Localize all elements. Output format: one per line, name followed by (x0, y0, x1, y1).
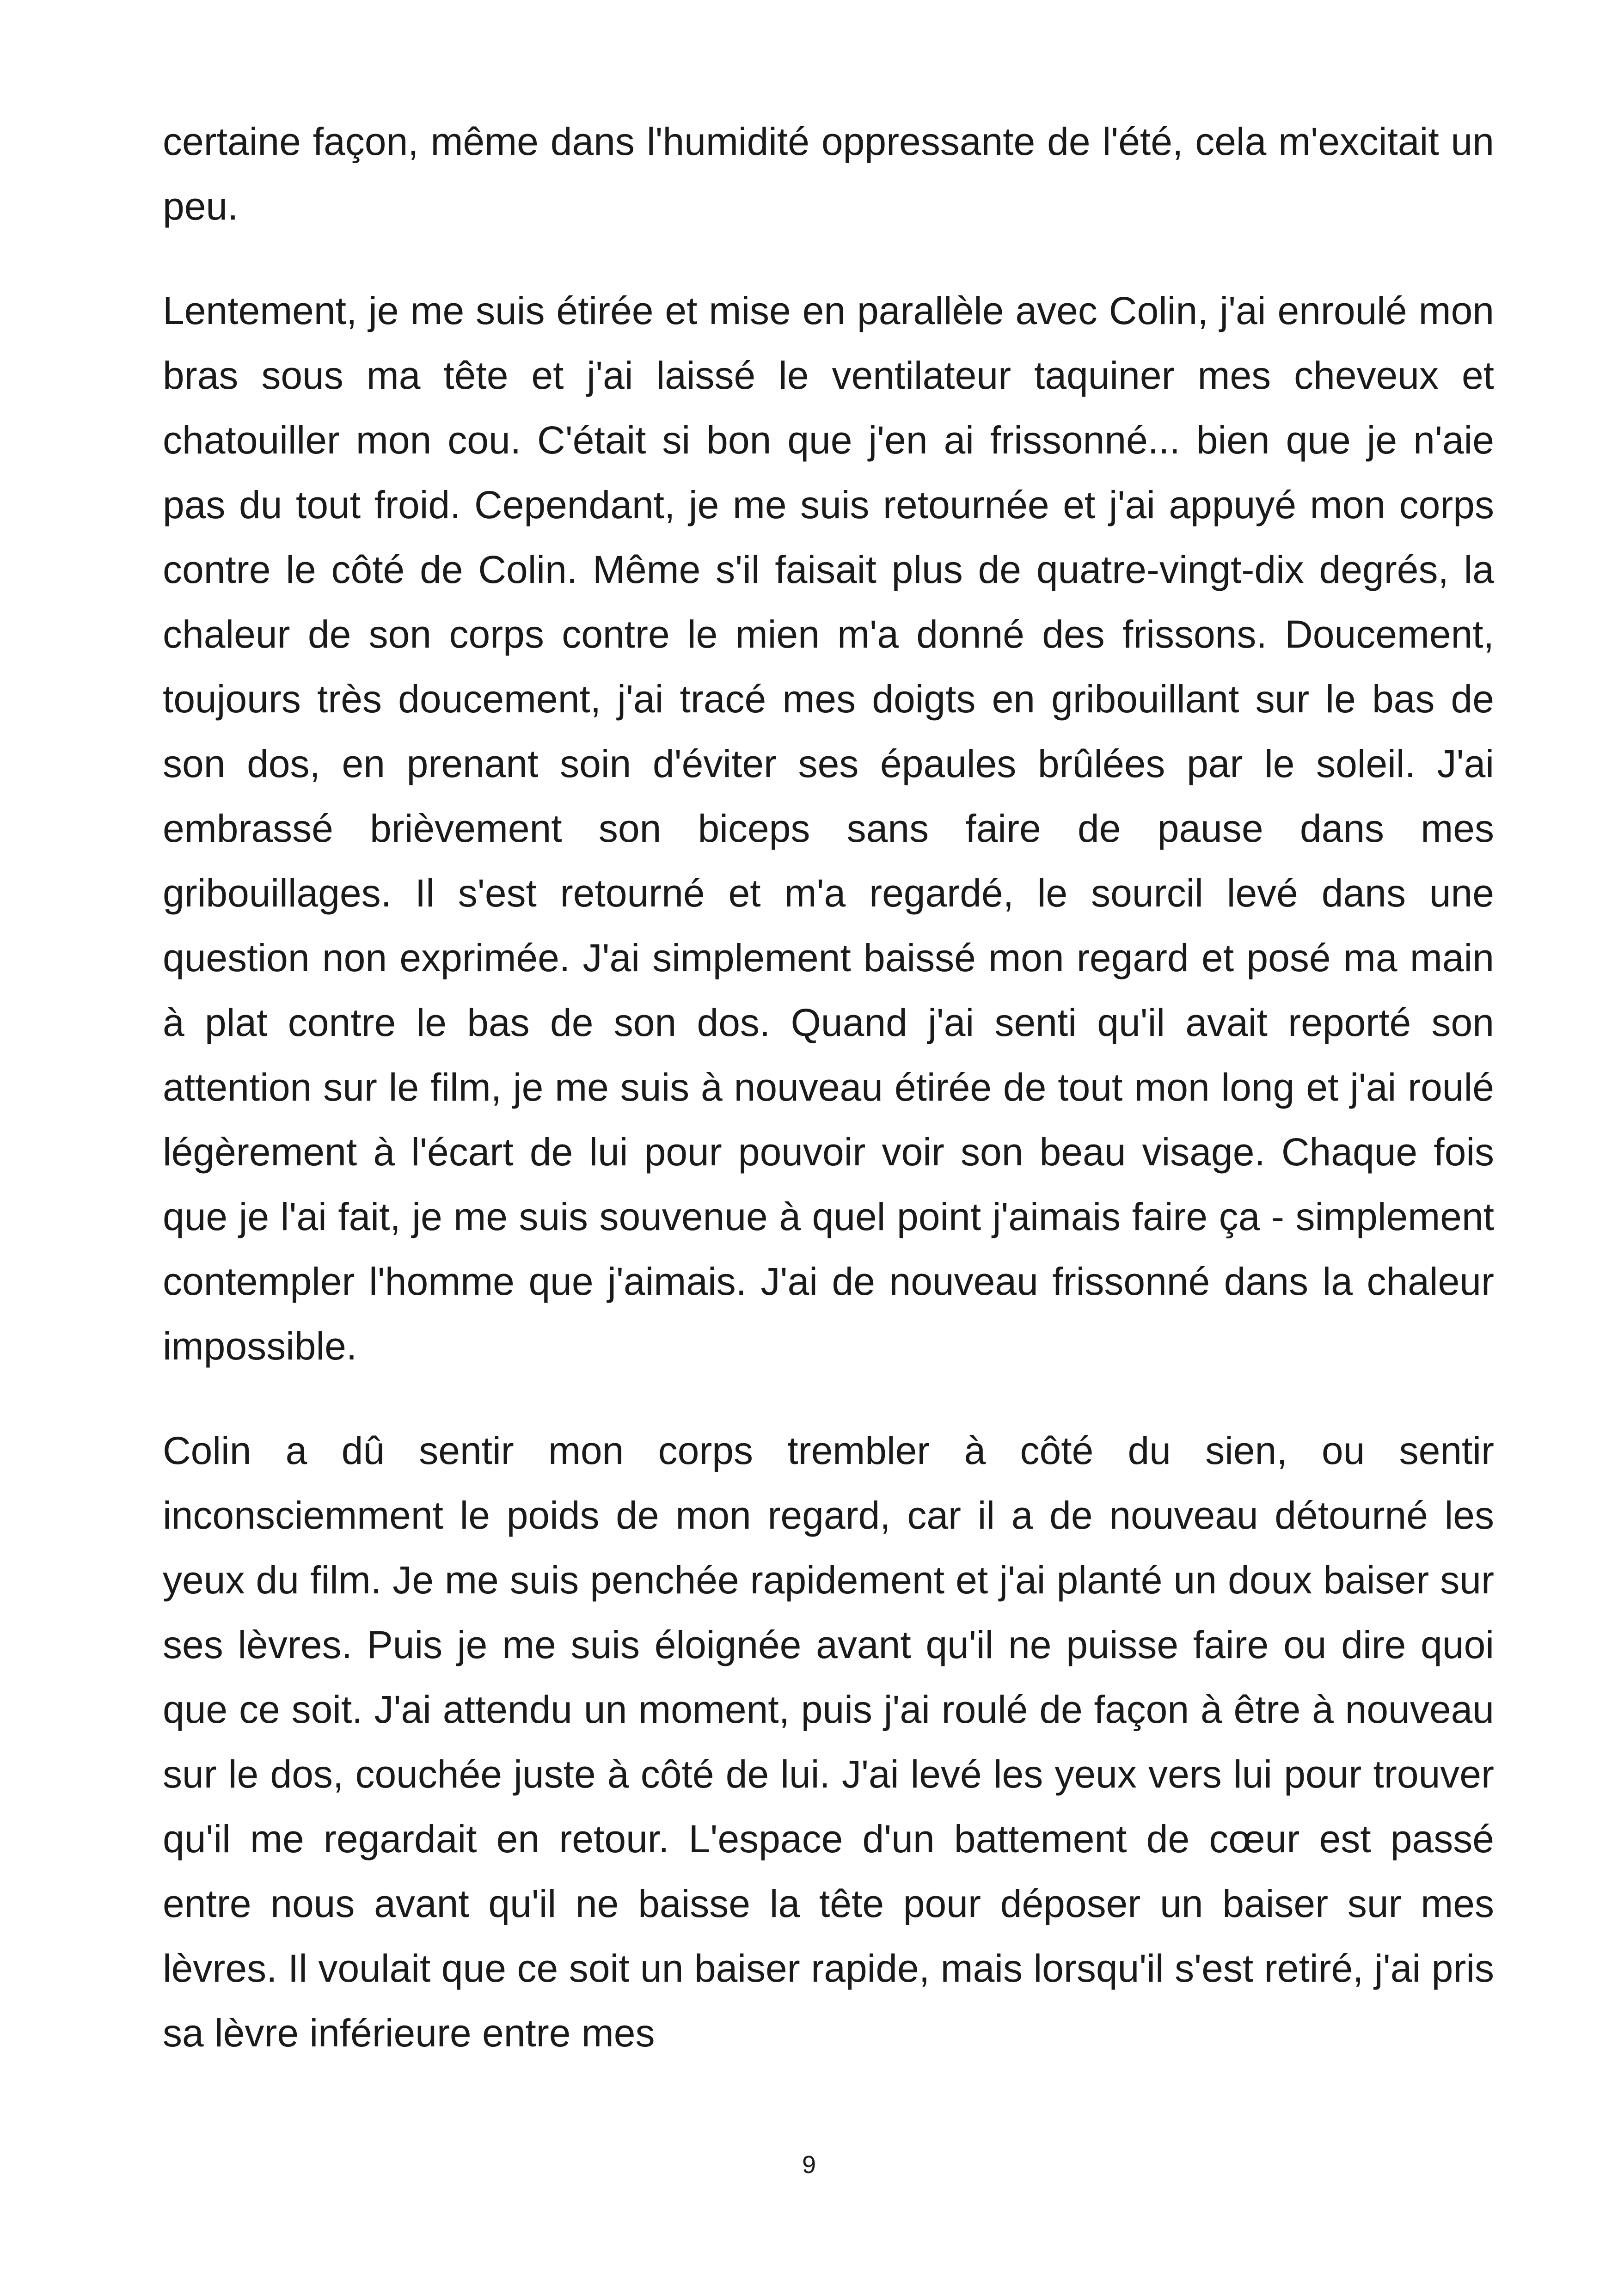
paragraph-1: certaine façon, même dans l'humidité oppressante de l'été, cela m'excitait un peu. (163, 120, 1494, 228)
paragraph-3: Colin a dû sentir mon corps trembler à côté du sien, ou sentir inconsciemment le poids de mon regard, car il a de nouveau détourné les yeux du film. Je me suis penchée rapidement et j'ai planté un doux baiser sur ses lèvres. Puis je me suis éloignée avant qu'il ne puisse faire ou dire quoi que ce soit. J'ai attendu un moment, puis j'ai roulé de façon à être à nouveau sur le dos, couchée juste à côté de lui. J'ai levé les yeux vers lui pour trouver qu'il me regardait en retour. L'espace d'un battement de cœur est passé entre nous avant qu'il ne baisse la tête pour déposer un baiser sur mes lèvres. Il voulait que ce soit un baiser rapide, mais lorsqu'il s'est retiré, j'ai pris sa lèvre inférieure entre mes (163, 1429, 1494, 2055)
page-number: 9 (802, 2151, 816, 2179)
paragraph-2: Lentement, je me suis étirée et mise en parallèle avec Colin, j'ai enroulé mon bras sous ma tête et j'ai laissé le ventilateur taquiner mes cheveux et chatouiller mon cou. C'était si bon que j'en ai frissonné... bien que je n'aie pas du tout froid. Cependant, je me suis retournée et j'ai appuyé mon corps contre le côté de Colin. Même s'il faisait plus de quatre-vingt-dix degrés, la chaleur de son corps contre le mien m'a donné des frissons. Doucement, toujours très doucement, j'ai tracé mes doigts en gribouillant sur le bas de son dos, en prenant soin d'éviter ses épaules brûlées par le soleil. J'ai embrassé brièvement son biceps sans faire de pause dans mes gribouillages. Il s'est retourné et m'a regardé, le sourcil levé dans une question non exprimée. J'ai simplement baissé mon regard et posé ma main à plat contre le bas de son dos. Quand j'ai senti qu'il avait reporté son attention sur le film, je me suis à nouveau étirée de tout mon long et j'ai roulé légèrement à l'écart de lui pour pouvoir voir son beau visage. Chaque fois que je l'ai fait, je me suis souvenue à quel point j'aimais faire ça - simplement contempler l'homme que j'aimais. J'ai de nouveau frissonné dans la chaleur impossible. (163, 289, 1494, 1368)
body-text (163, 109, 1494, 2105)
